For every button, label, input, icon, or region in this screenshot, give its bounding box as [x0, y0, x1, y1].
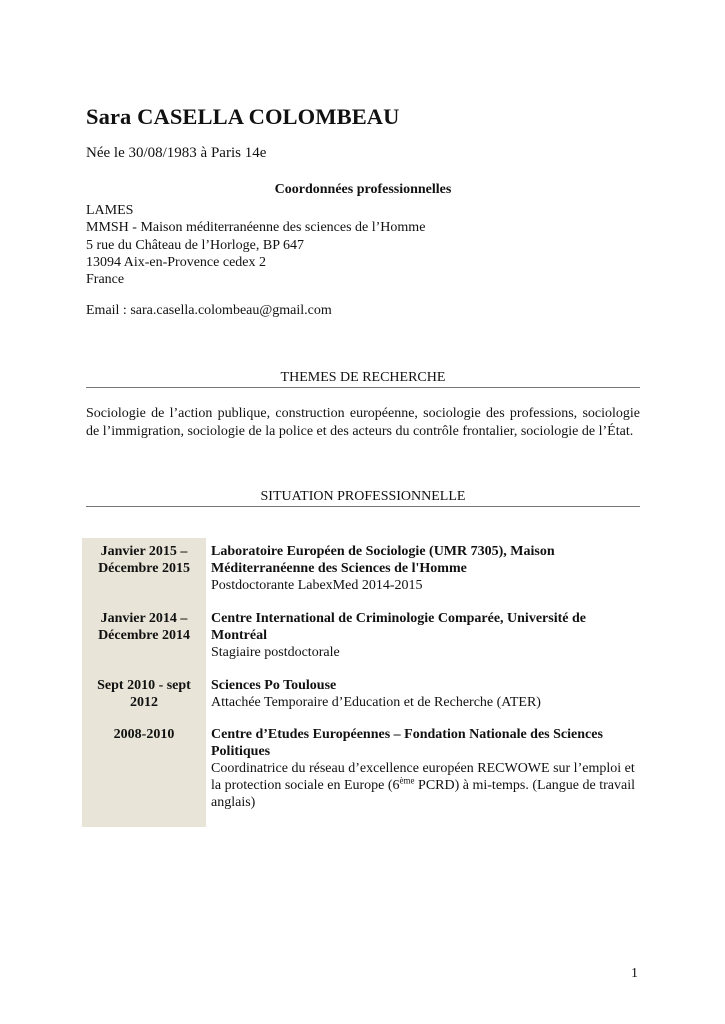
entry-dates: 2008-2010	[113, 727, 175, 742]
entry-role: Postdoctorante LabexMed 2014-2015	[211, 578, 423, 593]
cv-name: Sara CASELLA COLOMBEAU	[86, 104, 400, 129]
entry-organization: Laboratoire Européen de Sociologie (UMR 7305), Maison Méditerranéenne des Sciences de l'Homme	[211, 544, 555, 576]
address-line: France	[86, 272, 125, 288]
themes-text: Sociologie de l’action publique, construction européenne, sociologie des professions, sociologie de l’immigration, sociologie de la police et des acteurs du contrôle frontalier, sociologie de l’État.	[86, 406, 640, 439]
entry-role: Stagiaire postdoctorale	[211, 645, 340, 660]
entry-details	[211, 726, 641, 811]
entry-dates: Sept 2010 - sept 2012	[97, 678, 191, 710]
address-line: MMSH - Maison méditerranéenne des sciences de l’Homme	[86, 220, 426, 236]
entry-details	[211, 543, 641, 594]
entry-organization: Centre International de Criminologie Comparée, Université de Montréal	[211, 611, 586, 643]
superscript-ordinal: ème	[399, 775, 415, 786]
address-line: 5 rue du Château de l’Horloge, BP 647	[86, 237, 304, 253]
page-number: 1	[631, 966, 638, 981]
entry-role: Attachée Temporaire d’Education et de Recherche (ATER)	[211, 695, 541, 710]
entry-details	[211, 677, 641, 711]
entry-organization: Sciences Po Toulouse	[211, 678, 337, 693]
address-line: 13094 Aix-en-Provence cedex 2	[86, 254, 266, 270]
contact-email: Email : sara.casella.colombeau@gmail.com	[86, 303, 332, 318]
contact-address	[86, 202, 425, 288]
entry-role-text: Coordinatrice du réseau d’excellence européen RECWOWE sur l’emploi et la protection sociale en Europe (6	[211, 761, 635, 793]
entry-dates: Janvier 2015 – Décembre 2015	[98, 544, 190, 576]
entry-dates: Janvier 2014 – Décembre 2014	[98, 611, 190, 643]
situation-heading: SITUATION PROFESSIONNELLE	[86, 489, 640, 507]
entry-role-text: PCRD) à mi-temps. (Langue de travail anglais)	[211, 778, 635, 810]
entry-details	[211, 610, 641, 661]
themes-heading: THEMES DE RECHERCHE	[86, 370, 640, 388]
contact-title: Coordonnées professionnelles	[274, 182, 452, 197]
entry-role	[211, 760, 641, 811]
birth-info: Née le 30/08/1983 à Paris 14e	[86, 145, 267, 161]
entry-organization: Centre d’Etudes Européennes – Fondation Nationale des Sciences Politiques	[211, 727, 603, 759]
address-line: LAMES	[86, 203, 134, 218]
